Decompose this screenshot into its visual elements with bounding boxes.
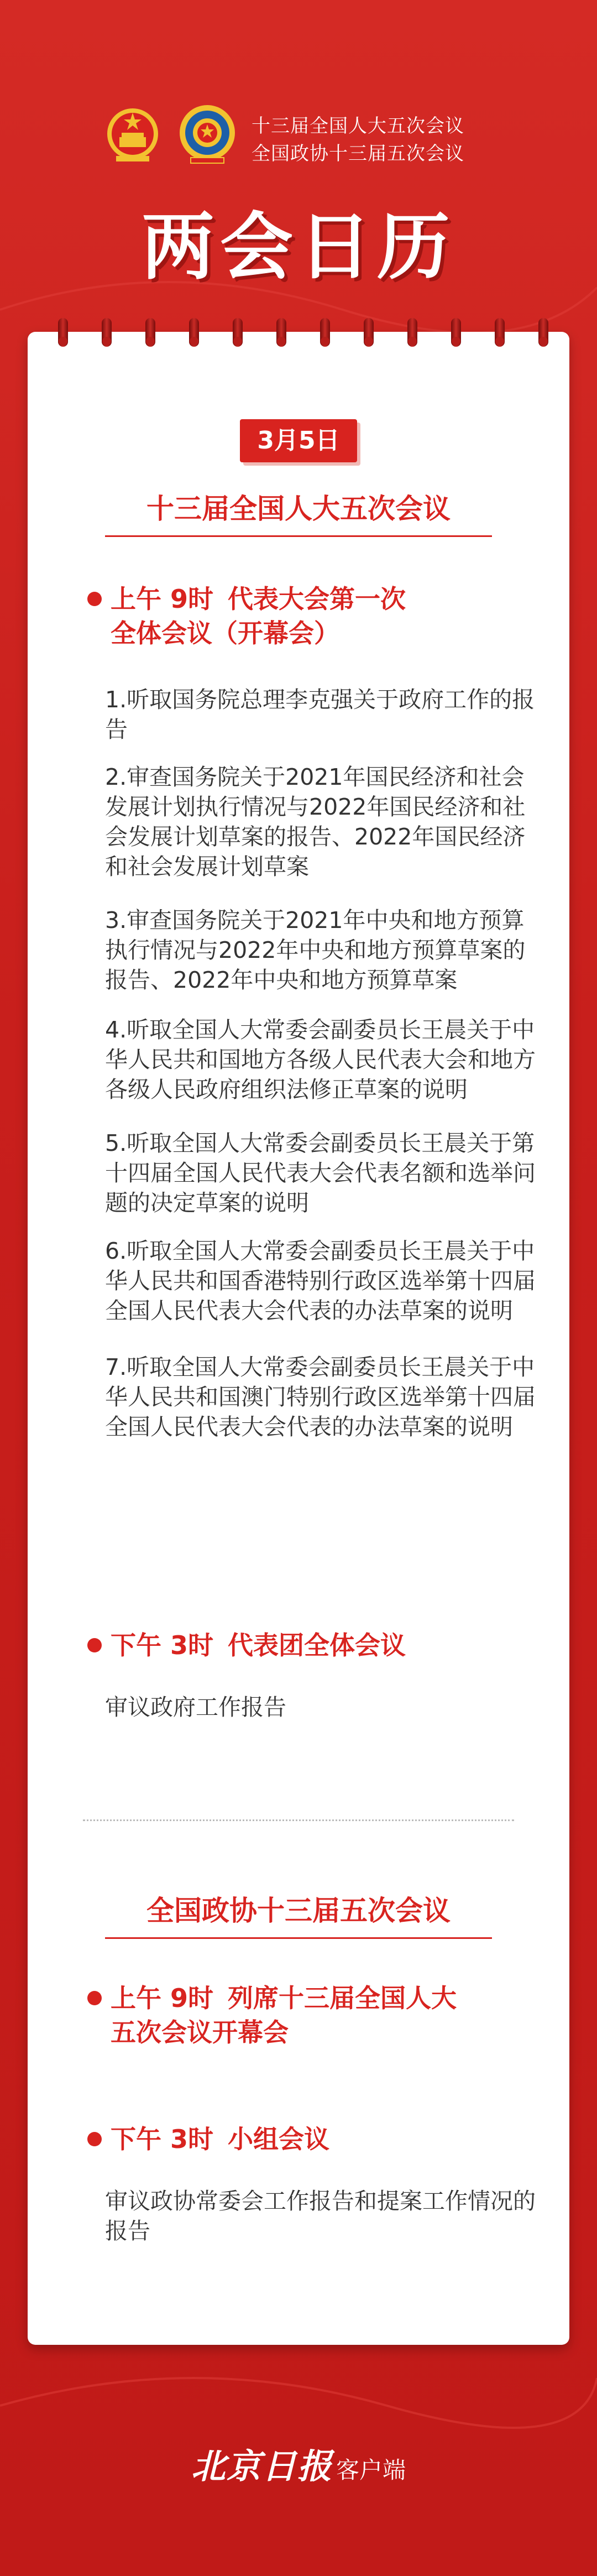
cppcc-section-title: 全国政协十三届五次会议	[146, 1895, 451, 1927]
calendar-ring-icon	[495, 318, 505, 347]
agenda-item: 1.听取国务院总理李克强关于政府工作的报告	[105, 686, 535, 743]
meeting-time: 上午 9时	[111, 1983, 214, 2013]
calendar-rings	[28, 318, 569, 351]
meeting-time: 下午 3时	[111, 2124, 214, 2154]
calendar-ring-icon	[145, 318, 155, 347]
section-rule	[105, 1937, 492, 1939]
meeting-name: 代表团全体会议	[228, 1630, 406, 1660]
calendar-ring-icon	[102, 318, 112, 347]
meeting-time: 上午 9时	[111, 584, 214, 614]
session-line-cppcc: 全国政协十三届五次会议	[252, 143, 464, 165]
brand-suffix: 客户端	[336, 2457, 406, 2484]
cppcc-afternoon-meeting	[111, 2122, 520, 2156]
agenda-item: 审议政府工作报告	[105, 1694, 286, 1720]
calendar-ring-icon	[451, 318, 461, 347]
page-title: 两会日历	[142, 205, 455, 290]
section-divider	[83, 1819, 514, 1821]
calendar-ring-icon	[276, 318, 286, 347]
npc-emblem-icon	[105, 105, 160, 166]
calendar-ring-icon	[233, 318, 243, 347]
agenda-item: 审议政协常委会工作报告和提案工作情况的报告	[105, 2188, 536, 2244]
bullet-dot-icon	[87, 2132, 102, 2146]
agenda-item: 6.听取全国人大常委会副委员长王晨关于中华人民共和国香港特别行政区选举第十四届全国人民代表大会代表的办法草案的说明	[105, 1238, 536, 1324]
section-rule	[105, 535, 492, 537]
bullet-dot-icon	[87, 1991, 102, 2005]
cppcc-emblem-icon	[177, 102, 238, 166]
bullet-dot-icon	[87, 592, 102, 606]
calendar-ring-icon	[189, 318, 199, 347]
calendar-ring-icon	[58, 318, 68, 347]
header	[0, 0, 597, 310]
agenda-item: 4.听取全国人大常委会副委员长王晨关于中华人民共和国地方各级人民代表大会和地方各级人民政府组织法修正草案的说明	[105, 1016, 536, 1103]
npc-morning-meeting	[111, 582, 520, 650]
npc-afternoon-meeting	[111, 1628, 520, 1662]
agenda-item: 5.听取全国人大常委会副委员长王晨关于第十四届全国人民代表大会代表名额和选举问题的决定草案的说明	[105, 1130, 536, 1216]
calendar-ring-icon	[320, 318, 330, 347]
meeting-name-cont: 五次会议开幕会	[111, 2017, 289, 2047]
calendar-ring-icon	[538, 318, 548, 347]
npc-section-title: 十三届全国人大五次会议	[146, 493, 451, 525]
agenda-item: 7.听取全国人大常委会副委员长王晨关于中华人民共和国澳门特别行政区选举第十四届全国人民代表大会代表的办法草案的说明	[105, 1354, 536, 1440]
meeting-name: 列席十三届全国人大	[228, 1983, 457, 2013]
calendar-ring-icon	[364, 318, 374, 347]
brand-logo: 北京日报	[191, 2446, 333, 2486]
agenda-item: 2.审查国务院关于2021年国民经济和社会发展计划执行情况与2022年国民经济和社会发展计划草案的报告、2022年国民经济和社会发展计划草案	[105, 764, 526, 880]
meeting-name: 代表大会第一次	[228, 584, 406, 614]
meeting-name: 小组会议	[228, 2124, 330, 2154]
bullet-dot-icon	[87, 1638, 102, 1652]
calendar-ring-icon	[407, 318, 417, 347]
meeting-name-cont: 全体会议（开幕会）	[111, 618, 339, 648]
meeting-time: 下午 3时	[111, 1630, 214, 1660]
calendar-card	[28, 332, 569, 2345]
footer-brand	[0, 2439, 597, 2488]
date-badge: 3月5日	[240, 419, 357, 462]
agenda-item: 3.审查国务院关于2021年中央和地方预算执行情况与2022年中央和地方预算草案的报告、2022年中央和地方预算草案	[105, 907, 526, 993]
cppcc-morning-meeting	[111, 1981, 520, 2050]
session-line-npc: 十三届全国人大五次会议	[252, 115, 464, 137]
